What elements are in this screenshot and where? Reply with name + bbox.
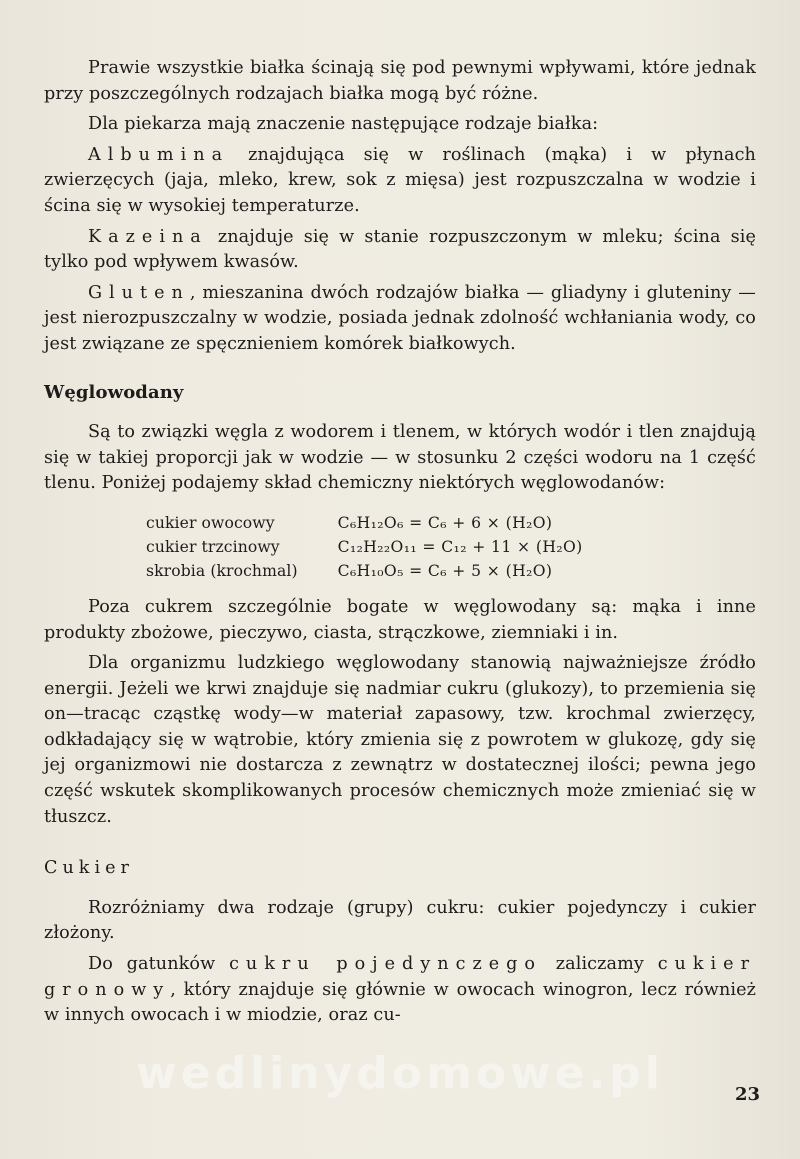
cukier-lead: Do gatunków — [88, 954, 230, 975]
paragraph-cukier-1: Rozróżniamy dwa rodzaje (grupy) cukru: cukier pojedynczy i cukier złożony. — [44, 897, 756, 944]
paragraph-cukier-2 — [44, 952, 756, 1029]
paragraph-weglowodany-intro: Są to związki węgla z wodorem i tlenem, w których wodór i tlen znajdują się w takiej proporcji jak w wodzie — w stosunku 2 części wodoru na 1 część tlenu. Poniżej podajemy skład chemiczny niektórych węglowodanów: — [44, 422, 756, 494]
formula-row — [146, 511, 583, 535]
paragraph-intro-1: Prawie wszystkie białka ścinają się pod pewnymi wpływami, które jednak przy poszczególnych rodzajach białka mogą być różne. — [44, 58, 756, 104]
paragraph-intro-2: Dla piekarza mają znaczenie następujące rodzaje białka: — [88, 114, 599, 135]
albumina-text: znajdująca się w roślinach (mąka) i w płynach zwierzęcych (jaja, mleko, krew, sok z mięsa) jest rozpuszczalna w wodzie i ścina się w wysokiej temperaturze. — [44, 144, 756, 216]
term-kazeina: Kazeina — [88, 226, 208, 247]
term-cukru-pojedynczego: cukru pojedynczego — [229, 954, 542, 975]
cukier-tail: , który znajduje się głównie w owocach winogron, lecz również w innych owocach i w miodzie, oraz cu- — [44, 979, 756, 1026]
formula-name: skrobia (krochmal) — [146, 561, 298, 580]
paragraph-sources: Poza cukrem szczególnie bogate w węglowodany są: mąka i inne produkty zbożowe, pieczywo, ciasta, strączkowe, ziemniaki i in. — [44, 596, 756, 643]
term-albumina: Albumina — [88, 144, 230, 165]
section-heading-weglowodany: Węglowodany — [44, 381, 184, 403]
formula-name: cukier trzcinowy — [146, 537, 280, 556]
paragraph-albumina — [44, 143, 756, 220]
formula-expression: C₆H₁₀O₅ = C₆ + 5 × (H₂O) — [337, 561, 553, 580]
kazeina-text: znajduje się w stanie rozpuszczonym w mleku; ścina się tylko pod wpływem kwasów. — [44, 226, 756, 273]
paragraph-gluten — [44, 281, 756, 358]
gluten-text: , mieszanina dwóch rodzajów białka — gliadyny i gluteniny — jest nierozpuszczalny w wodzie, posiada jednak zdolność wchłaniania wody, co jest związane ze spęcznieniem komórek białkowych. — [44, 282, 756, 354]
page-number: 23 — [735, 1084, 761, 1105]
cukier-mid: zaliczamy — [541, 954, 658, 975]
term-cukier-gronowy: cukier gronowy — [44, 954, 756, 1000]
formula-table — [146, 511, 583, 583]
paragraph-energy: Dla organizmu ludzkiego węglowodany stanowią najważniejsze źródło energii. Jeżeli we krwi znajduje się nadmiar cukru (glukozy), to przemienia się on—tracąc cząstkę wody—w materiał zapasowy, tzw. krochmal zwierzęcy, odkładający się w wątrobie, który zmienia się z powrotem w glukozę, gdy się jej organizmowi nie dostarcza z zewnątrz w dostatecznej ilości; pewna jego część wskutek skomplikowanych procesów chemicznych może zmieniać się w tłuszcz. — [44, 653, 756, 827]
page-content — [44, 56, 756, 1034]
section-heading-cukier: Cukier — [44, 858, 134, 879]
term-gluten: Gluten — [88, 282, 190, 303]
formula-expression: C₆H₁₂O₆ = C₆ + 6 × (H₂O) — [337, 513, 553, 532]
watermark: wedlinydomowe.pl — [136, 1048, 664, 1099]
formula-row — [146, 535, 583, 559]
paragraph-kazeina — [44, 225, 756, 276]
formula-name: cukier owocowy — [146, 513, 275, 532]
formula-row — [146, 559, 583, 583]
formula-expression: C₁₂H₂₂O₁₁ = C₁₂ + 11 × (H₂O) — [337, 537, 583, 556]
